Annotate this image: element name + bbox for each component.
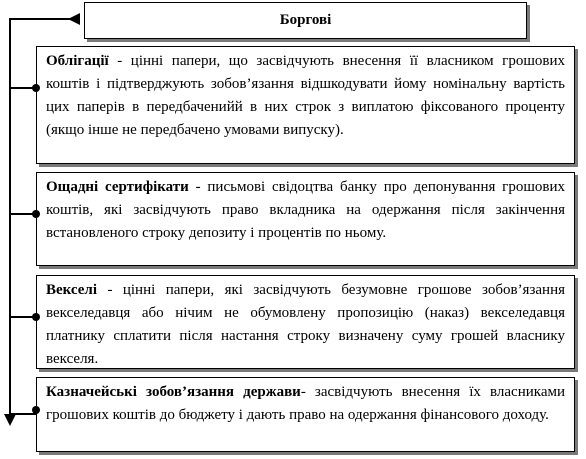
card-bills-of-exchange [36, 275, 575, 369]
arrow-down-icon [4, 414, 16, 426]
card-text: - письмові свідоцтва банку про депонування грошових коштів, які засвідчують право вкладника на одержання після закінчення встановленого строку депозиту і процентів по ньому. [46, 179, 565, 241]
card-term: Казначейські зобов’язання держави [46, 384, 301, 400]
card-text: - цінні папери, які засвідчують безумовне грошове зобов’язання векселедавця або нічим не обумовлену пропозицію (наказ) векселедавця платнику сплатити після настання строку визначену суму грошей власнику векселя. [46, 282, 565, 367]
card-term: Ощадні сертифікати [46, 179, 189, 195]
card-text: - засвідчують внесення їх власниками грошових коштів до бюджету і дають право на одержання фінансового доходу. [46, 384, 565, 423]
card-treasury-obligations [36, 377, 575, 452]
item-connector-4 [11, 413, 36, 415]
connector-dot-icon [32, 406, 40, 414]
card-term: Векселі [46, 282, 98, 298]
connector-dot-icon [32, 210, 40, 218]
card-term: Облігації [46, 53, 109, 69]
connector-dot-icon [32, 84, 40, 92]
arrow-left-icon [68, 13, 80, 25]
vertical-connector-line [9, 18, 11, 418]
connector-dot-icon [32, 313, 40, 321]
diagram-header [84, 2, 527, 39]
card-text: - цінні папери, що засвідчують внесення її власником грошових коштів і підтверджують зобов’язання відшкодувати йому номінальну вартість цих паперів в передбаченийй в них строк з виплатою фіксованого проценту (якщо інше не передбачено умовами випуску). [46, 53, 565, 138]
header-title: Боргові [279, 12, 332, 28]
card-bonds [36, 46, 575, 164]
card-savings-certificates [36, 172, 575, 266]
